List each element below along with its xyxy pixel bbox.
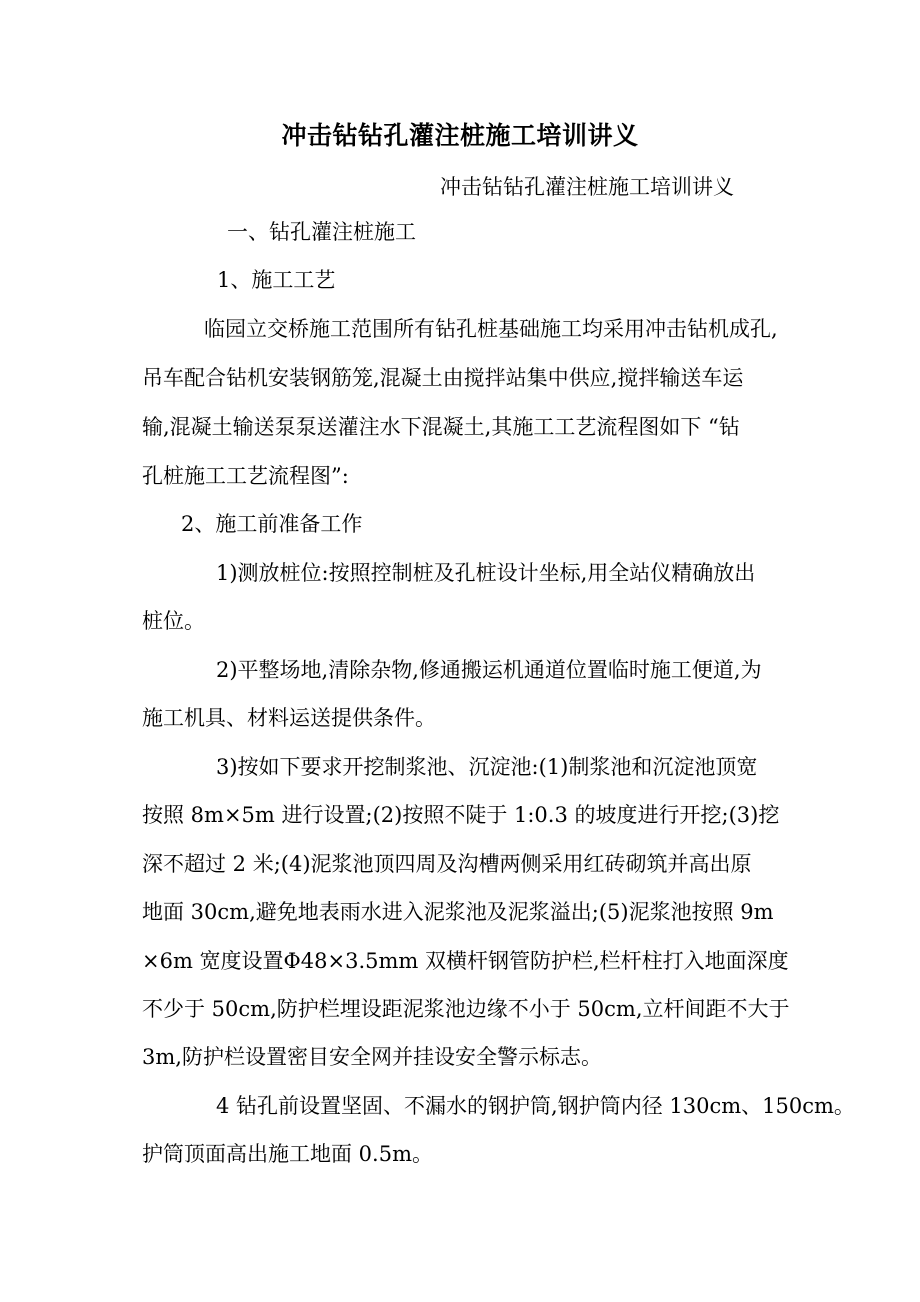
paragraph-line: 施工机具、材料运送提供条件。 [142, 706, 436, 730]
paragraph-line: 按照 8m×5m 进行设置;(2)按照不陡于 1:0.3 的坡度进行开挖;(3)挖 [142, 803, 780, 827]
document-subtitle: 冲击钻钻孔灌注桩施工培训讲义 [440, 175, 734, 199]
paragraph-line: 4 钻孔前设置坚固、不漏水的钢护筒,钢护筒内径 130cm、150cm。 [216, 1094, 855, 1118]
paragraph-line: 不少于 50cm,防护栏埋设距泥浆池边缘不小于 50cm,立杆间距不大于 [142, 997, 790, 1021]
subsection-heading: 1、施工工艺 [217, 268, 336, 292]
paragraph-line: ×6m 宽度设置Φ48×3.5mm 双横杆钢管防护栏,栏杆柱打入地面深度 [142, 949, 789, 973]
paragraph-line: 桩位。 [142, 609, 205, 633]
subsection-heading: 2、施工前准备工作 [181, 512, 363, 536]
section-heading: 一、钻孔灌注桩施工 [227, 220, 416, 244]
document-title: 冲击钻钻孔灌注桩施工培训讲义 [281, 121, 639, 150]
paragraph-line: 输,混凝土输送泵泵送灌注水下混凝土,其施工工艺流程图如下 “钻 [142, 415, 740, 439]
paragraph-line: 地面 30cm,避免地表雨水进入泥浆池及泥浆溢出;(5)泥浆池按照 9m [142, 900, 774, 924]
paragraph-line: 孔桩施工工艺流程图”: [142, 464, 349, 488]
paragraph-line: 3m,防护栏设置密目安全网并挂设安全警示标志。 [142, 1045, 602, 1069]
paragraph-line: 3)按如下要求开挖制浆池、沉淀池:(1)制浆池和沉淀池顶宽 [216, 755, 758, 779]
paragraph-line: 吊车配合钻机安装钢筋笼,混凝土由搅拌站集中供应,搅拌输送车运 [142, 366, 744, 390]
paragraph-line: 1)测放桩位:按照控制桩及孔桩设计坐标,用全站仪精确放出 [216, 561, 756, 585]
paragraph-line: 深不超过 2 米;(4)泥浆池顶四周及沟槽两侧采用红砖砌筑并高出原 [142, 852, 752, 876]
paragraph-line: 临园立交桥施工范围所有钻孔桩基础施工均采用冲击钻机成孔, [204, 317, 778, 341]
paragraph-line: 护筒顶面高出施工地面 0.5m。 [142, 1142, 433, 1166]
paragraph-line: 2)平整场地,清除杂物,修通搬运机通道位置临时施工便道,为 [216, 658, 762, 682]
